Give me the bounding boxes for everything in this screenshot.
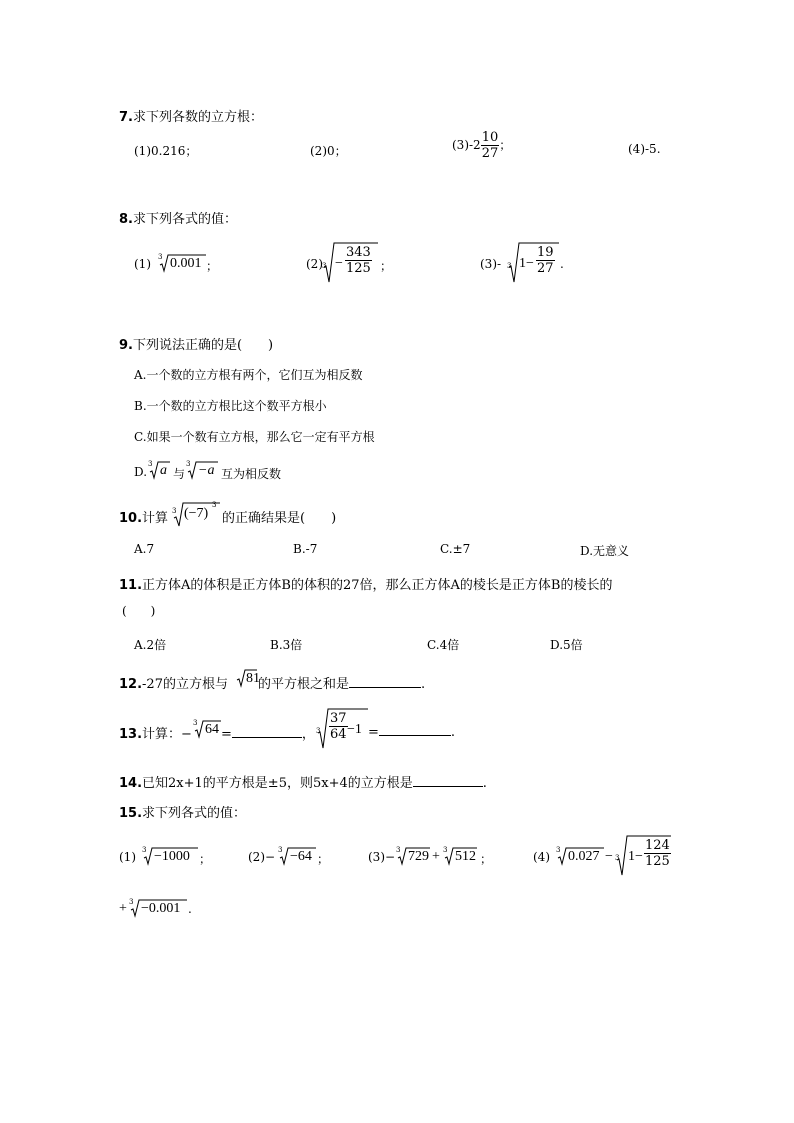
- q15-item-4-label: (4): [533, 850, 550, 864]
- radicand: 729: [408, 849, 429, 864]
- q11-option-a: A.2倍: [134, 638, 167, 652]
- q7-stem: 7.求下列各数的立方根：: [119, 110, 263, 125]
- radical-index: 3: [615, 854, 620, 862]
- radical-index: 3: [172, 507, 177, 515]
- q11-answer-paren: ( ): [122, 604, 156, 618]
- answer-blank[interactable]: [349, 675, 421, 688]
- q15-stem: 15.求下列各式的值：: [119, 806, 247, 821]
- radicand: (−7): [184, 506, 209, 521]
- radicand: a: [160, 463, 167, 478]
- radical-index: 3: [396, 846, 401, 854]
- q8-item-1-label: (1): [134, 257, 151, 271]
- q13-term: −1: [347, 722, 362, 737]
- separator: ；: [380, 259, 393, 273]
- q8-item-3-term: 1−: [519, 256, 534, 271]
- minus-sign: −: [605, 849, 613, 864]
- q8-stem: 8.求下列各式的值：: [119, 212, 237, 227]
- q8-item-3-fraction: $\frac{19}{27}$: [537, 245, 554, 276]
- radical-index: 3: [129, 898, 134, 906]
- q7-item-2: (2)0；: [310, 144, 347, 158]
- q10-option-b: B.-7: [293, 542, 318, 556]
- q15-item-1-label: (1): [119, 850, 136, 864]
- radical-index: 3: [148, 460, 153, 468]
- q12-label: 12.-27的立方根与: [119, 677, 228, 692]
- minus-sign: −: [335, 256, 343, 271]
- radicand: 64: [205, 722, 219, 737]
- radical-index: 3: [556, 846, 561, 854]
- q8-item-2-label: (2): [306, 257, 323, 271]
- q7-item-3: (3)-2 $\frac{10}{27}$ ；: [452, 130, 512, 161]
- separator: ；: [206, 259, 219, 273]
- q15-item-2-label: (2)−: [248, 850, 276, 864]
- plus-sign: +: [432, 849, 440, 864]
- plus-sign: +: [119, 901, 127, 916]
- q8-item-3-label: (3)-: [480, 257, 502, 271]
- answer-blank[interactable]: [232, 725, 302, 738]
- radical-index: 3: [322, 262, 327, 270]
- q11-stem: 11.正方体A的体积是正方体B的体积的27倍，那么正方体A的棱长是正方体B的棱长的: [119, 578, 613, 593]
- q10-option-a: A.7: [134, 542, 155, 556]
- q15-item-3-label: (3)−: [368, 850, 396, 864]
- separator: ；: [480, 852, 493, 866]
- q12-stem-text: 的平方根之和是 .: [258, 677, 426, 692]
- radicand: −a: [198, 463, 215, 478]
- exponent: 3: [212, 501, 217, 509]
- q9-option-a: A.一个数的立方根有两个，它们互为相反数: [134, 368, 363, 382]
- q13-part-1: = ，: [221, 727, 315, 742]
- period: .: [560, 257, 564, 271]
- radical-index: 3: [316, 727, 321, 735]
- q8-item-1-radicand: 0.001: [170, 256, 202, 271]
- q9-option-d-label: D.: [134, 465, 148, 479]
- q10-label: 10.计算: [119, 511, 169, 526]
- radicand: −0.001: [141, 901, 181, 916]
- radicand: −1000: [154, 849, 190, 864]
- q13-label: 13.计算：−: [119, 727, 192, 742]
- q7-item-1: (1)0.216；: [134, 144, 198, 158]
- q8-item-2-fraction: $\frac{343}{125}$: [346, 245, 371, 276]
- answer-blank[interactable]: [379, 723, 451, 736]
- q9-option-d-text: 互为相反数: [221, 467, 282, 481]
- q7-item-4: (4)-5.: [628, 142, 661, 156]
- radicand: 512: [455, 849, 476, 864]
- q14-stem: 14.已知2x+1的平方根是±5，则5x+4的立方根是 .: [119, 776, 487, 791]
- q11-option-d: D.5倍: [550, 638, 583, 652]
- connector-text: 与: [173, 467, 186, 481]
- q10-option-d: D.无意义: [580, 544, 630, 558]
- q15-item-4-fraction: $\frac{124}{125}$: [645, 838, 670, 869]
- radicand: −64: [290, 849, 312, 864]
- radical-index: 3: [186, 460, 191, 468]
- radicand: 0.027: [568, 849, 600, 864]
- q9-option-c: C.如果一个数有立方根，那么它一定有平方根: [134, 430, 375, 444]
- q10-option-c: C.±7: [440, 542, 471, 556]
- separator: ；: [317, 852, 330, 866]
- q13-fraction: $\frac{37}{64}$: [330, 711, 347, 742]
- radicand: 81: [246, 671, 260, 686]
- q15-item-4-term: 1−: [628, 849, 643, 864]
- radical-index: 3: [158, 253, 163, 261]
- q11-option-c: C.4倍: [427, 638, 460, 652]
- radical-index: 3: [507, 262, 512, 270]
- separator: ；: [199, 852, 212, 866]
- radical-index: 3: [278, 846, 283, 854]
- q9-option-b: B.一个数的立方根比这个数平方根小: [134, 399, 327, 413]
- q13-part-2: = .: [368, 725, 456, 740]
- period: .: [188, 902, 192, 916]
- radical-index: 3: [142, 846, 147, 854]
- fraction: $\frac{10}{27}$: [481, 130, 499, 161]
- answer-blank[interactable]: [413, 774, 483, 787]
- radical-index: 3: [443, 846, 448, 854]
- q11-option-b: B.3倍: [270, 638, 303, 652]
- q10-stem-text: 的正确结果是( ): [222, 511, 337, 526]
- radical-index: 3: [193, 719, 198, 727]
- q9-stem: 9.下列说法正确的是( ): [119, 338, 274, 353]
